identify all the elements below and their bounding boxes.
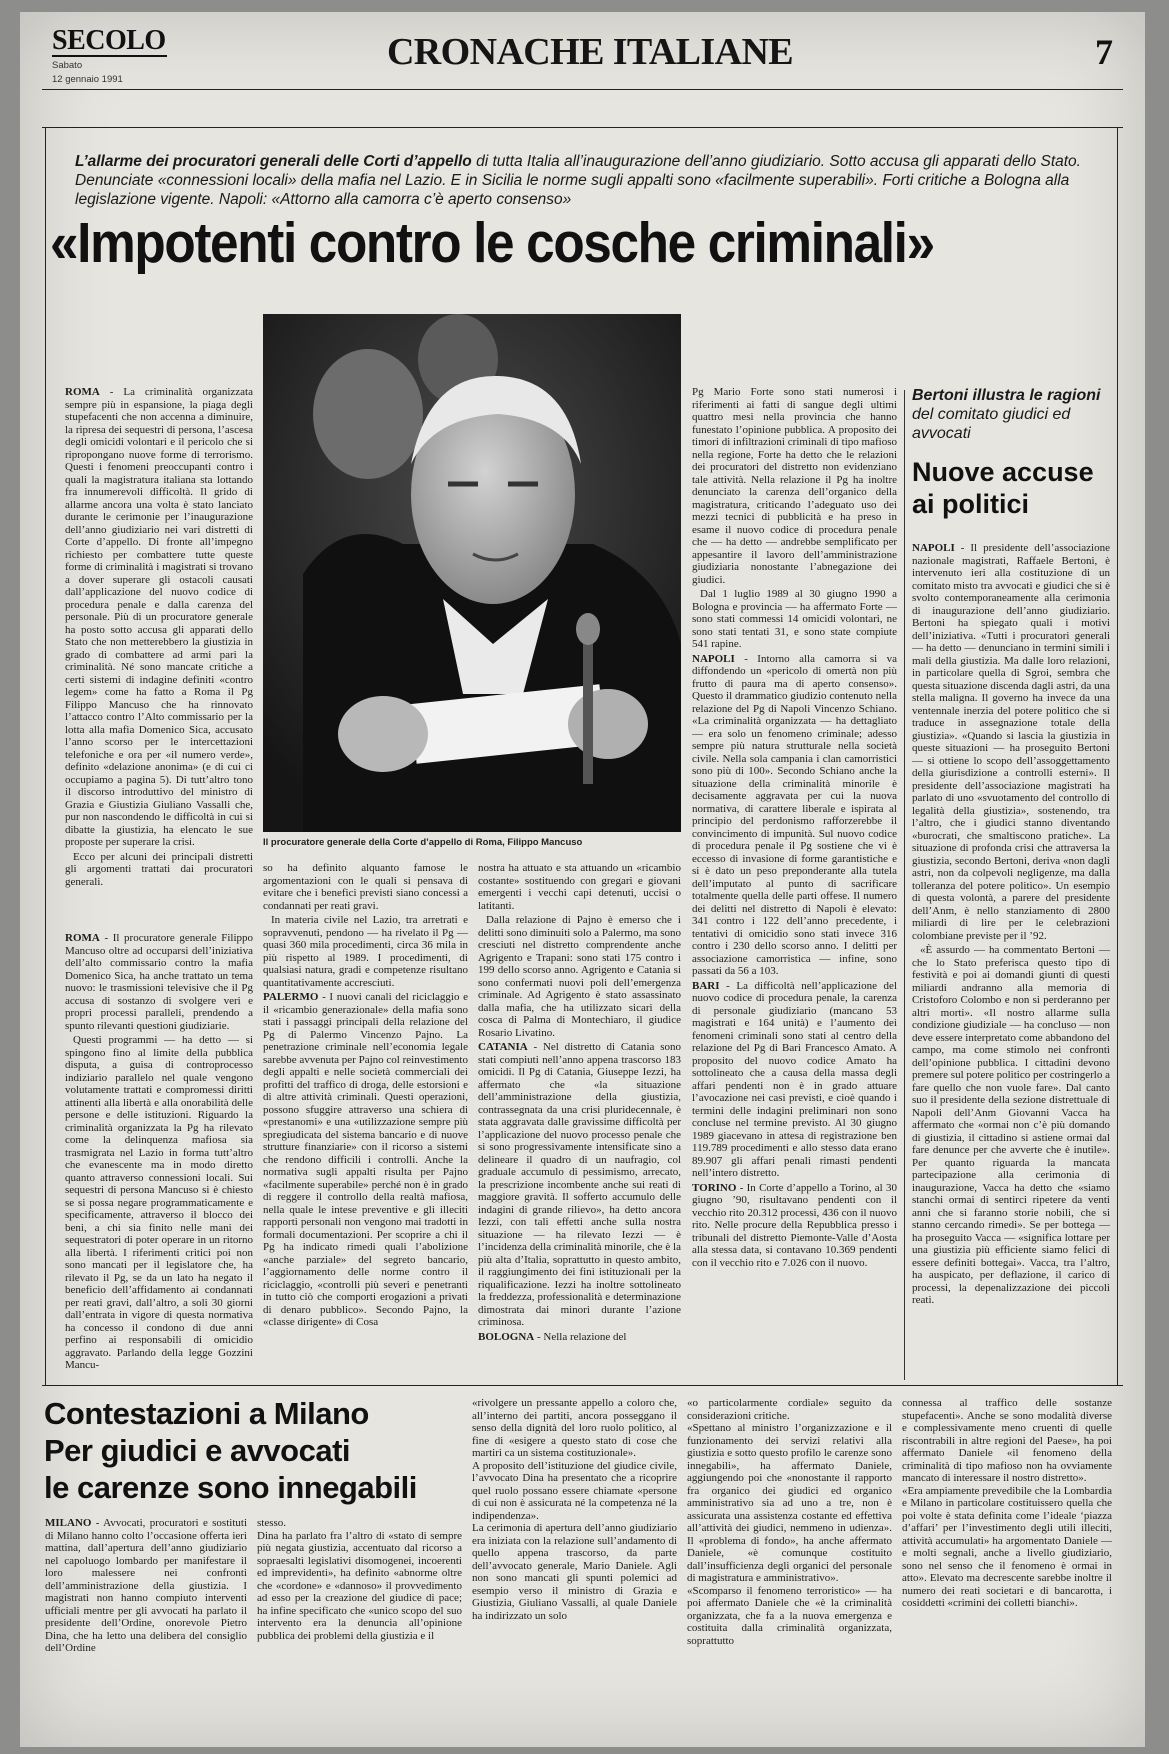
section-title: CRONACHE ITALIANE: [386, 31, 794, 73]
col3-paragraph-3: - Nel distretto di Catania sono stati compiuti nell’anno appena trascorso 183 omicidi. Il Pg di Catania, Giuseppe Iezzi, ha affermato che «la situazione dell’amministrazione della giustizia, contrassegnata da una crisi pluridecennale, è stata aggravata dalle gravissime difficoltà per l’applicazione del nuovo processo penale che si sono progressivamente intensificate sino a delineare il quadro di un naufragio, col graduale accumulo di pessimismo, arrecato, la prescrizione incombente anche sui reati di maggiore gravità. Il sofferto accumulo delle indagini di grande rilievo», ha detto ancora Iezzi, con tali effetti anche sulla nostra situazione — ha rilevato Iezzi — è l’incidenza della criminalità minorile, che è la più alta d’Italia, soprattutto in questo ambito, il raggiungimento dei fini istituzionali per la riqualificazione. Iezzi ha inoltre sottolineato la freddezza, professionalità e determinazione dimostrata dai minori durante l’azione criminosa.: [478, 1041, 681, 1328]
bottom-headline: Contestazioni a Milano Per giudici e avvocati le carenze sono innegabili: [44, 1396, 417, 1505]
bottom-col1-text: - Avvocati, procuratori e sostituti di Milano hanno colto l’occasione offerta ieri mattina, dall’apertura dell’anno giudiziario nel capoluogo lombardo per manifestare il loro malessere nei confronti dell’amministrazione della giustizia. I magistrati non hanno compiuto interventi ufficiali mentre per gli avvocati ha parlato il presidente dell’Ordine, onorevole Pietro Dina, che ha letto una delibera del consiglio dell’Ordine: [45, 1517, 247, 1654]
side-box-separator: [904, 390, 905, 1380]
dateline-roma-2: ROMA: [65, 932, 100, 944]
photo-caption: Il procuratore generale della Corte d’appello di Roma, Filippo Mancuso: [263, 837, 583, 848]
dateline-torino: TORINO: [692, 1181, 737, 1194]
dateline-napoli: NAPOLI: [692, 652, 735, 665]
newspaper-logo: SECOLO: [52, 25, 166, 56]
col3-paragraph-2: Dalla relazione di Pajno è emerso che i delitti sono diminuiti solo a Palermo, ma sono cresciuti nel distretto comprendente anche Agrigento e Trapani: sono stati 175 contro i 199 dello scorso anno. Agrigento e Catania si sono confermati nuovi poli dell’emergenza criminale. Ad Agrigento è stato assassinato dalla mafia, che ha utilizzato sicari della cosca di Palma di Montechiaro, il giudice Rosario Livatino.: [478, 914, 681, 1039]
col4-paragraph-3: - Intorno alla camorra si va diffondendo un «pericolo di omertà non più frutto di paura ma di aperto consenso». Questo il drammatico giudizio contenuto nella relazione del Pg di Napoli Vincenzo Schiano. «La criminalità organizzata — ha dettagliato — era solo un fenomeno criminale; adesso sempre più natura strutturale nella società civile. Nella sola campania i clan camorristici sono più di 100». Secondo Schiano anche la situazione della criminalità minorile è decisamente aggravata per cui la nuova normativa, di carattere liberale e ispirata al principio del perdonismo rafforzerebbe il convincimento di impunità. Sul nuovo codice di procedura penale il Pg sostiene che vi è eccesso di invasione di forme garantistiche e si è dato un peso preponderante alla tutela dell’imputato al punto di sacrificare totalmente quella delle parti offese. Il numero dei delitti nel distretto di Napoli è elevato: 341 contro i 122 dell’anno precedente, i tentativi di omicidio sono stati invece 316 contro i 230 dello scorso anno. I delitti per associazione camorristica — infine, sono passati da 56 a 103.: [692, 652, 897, 977]
article-column-3: [478, 862, 681, 1384]
bottom-column-1: [45, 1517, 247, 1745]
article-column-1: [65, 386, 253, 929]
mancuso-photo: [263, 314, 681, 832]
article-column-4: [692, 386, 897, 1384]
issue-day: Sabato: [52, 60, 83, 71]
side-paragraph-2: «È assurdo — ha commentato Bertoni — che lo Stato preferisca questo tipo di festività e poi ai domandi giunti di questi miliardi andranno alla memoria di Cristoforo Colombo e non si perderanno per altri morti». «Il nostro allarme sulla condizione giudiziale — ha concluso — non deve essere interpretato come abbandono del campo, ma come stimolo nei confronti dell’opinione pubblica. I cittadini devono premere sul potere politico per costringerlo a fare quello che non vuole fare». Dal canto suo il presidente della sezione distrettuale di Napoli dell’Anm Giovanni Vacca ha affermato che «ormai non c’è più domando di giustizia, il cittadino si astiene ormai dal fare denunce per che avverte che è inutile». Per quanto riguarda la mancata partecipazione alla cerimonia di inaugurazione, Vacca ha detto che «siamo stanchi ormai di sentirci ripetere da venti anni che si faranno storie nobili, che si stanno cercando rimedi». Se per bottega — ha proseguito Vacca — «significa lottare per una giustizia più efficiente siamo felici di essere definiti bottegai». Vacca, tra l’altro, ha auspicato, per deflazione, il carico di processi, la depenalizzazione dei piccoli reati.: [912, 944, 1110, 1306]
bottom-story-rule: [42, 1385, 1123, 1386]
col4-paragraph-1: Pg Mario Forte sono stati numerosi i riferimenti ai fatti di sangue degli ultimi quattro mesi nella provincia che hanno funestato l’opinione pubblica. A proposito dei timori di infiltrazioni criminali di tipo mafioso nella regione, Forte ha detto che le relazioni dei procuratori del distretto non evidenziano tale attività. Nella relazione il Pg ha inoltre denunciato la carenza dell’organico della magistratura, criticando l’adeguato uso dei mezzi tecnici di pubblicità e ha preso in esame il nuovo codice di procedura penale che — ha detto — andrebbe semplificato per appesantire il lavoro dell’amministrazione giudiziaria nonostante l’abnegazione dei giudici.: [692, 386, 897, 586]
col1b-paragraph-2: Questi programmi — ha detto — si spingono fino al limite della pubblica disputa, a guisa di controprocesso indiziario parallelo nel quale vengono volutamente trattati e compromessi diritti attinenti alla libertà e alla onorabilità delle persone e delle istituzioni. Riguardo la criminalità organizzata la Pg ha rilevato come la delinquenza mafiosa sia trasmigrata nel Lazio in forma tutt’altro che evanescente ma in modo diretto quanto attraverso connessioni locali. Sui sequestri di persona Mancuso si è chiesto se si possa negare programmaticamente e specificamente, attraverso il blocco dei beni, a chi sia finito nelle mani dei sequestratori di poter operare in un ritorno alla libertà. I riferimenti critici poi non sono mancati per il legislatore che, ha rilevato il Pg, se da un lato ha negato il beneficio dell’affidamento ai condannati per reati gravi, dall’altro, a soli 30 giorni dall’entrata in vigore di questa normativa ha concesso il condono di due anni perfino ai responsabili di omicidio aggravato. Parlando della legge Gozzini Mancu-: [65, 1034, 253, 1371]
side-paragraph-1: - Il presidente dell’associazione nazionale magistrati, Raffaele Bertoni, è intervenuto ieri alla costituzione di un comitato misto tra avvocati e giudici che si è svolto contemporaneamente alla cerimonia di inaugurazione dell’anno giudiziario. Bertoni ha spiegato quali i motivi dell’iniziativa. «Tutti i procuratori generali — ha detto — denunciano in termini simili i mali della giustizia. Ma dalle loro relazioni, in particolare quella di Sgroi, sembra che questa situazione discenda dagli astri, da una stella maligna. Il governo ha invece da una ventennale inerzia del potere politico che si traduce in assegnazione totale della giustizia». «Quando si lascia la giustizia in queste situazioni — ha proseguito Bertoni — si ottiene lo scopo dell’assoggettamento della giurisdizione a controlli esterni». Il presidente dell’associazione magistrati ha parlato di uno «svuotamento del controllo di legalità della giustizia», sostenendo, tra l’altro, che i giudici stanno diventando «burocrati, che smaltiscono pratiche». La situazione di profonda crisi che attraversa la giustizia, secondo Bertoni, deriva «non dagli astri, non da colpevoli negligenze, ma dalla tolleranza del potere politico». Un esempio di questa volontà, a parere del presidente dell’Anm, è nello stanziamento di 2800 miliardi di lire per le celebrazioni colombiane previste per il ’92.: [912, 542, 1110, 942]
col4-paragraph-2: Dal 1 luglio 1989 al 30 giugno 1990 a Bologna e provincia — ha affermato Forte — sono stati commessi 14 omicidi volontari, ne sono stati tentati 31, e sono state compiute 541 rapine.: [692, 588, 897, 650]
col1b-paragraph: - Il procuratore generale Filippo Mancuso oltre ad occuparsi dell’iniziativa dell’alto commissario contro la mafia Domenico Sica, ha anche trattato un tema nuovo: le trasmissioni televisive che il Pg accusa di sostanzo di svolgere veri e propri processi paralleli, prendendo a spunto rilevanti questioni giudiziarie.: [65, 932, 253, 1032]
col3-paragraph-1: nostra ha attuato e sta attuando un «ricambio costante» sostituendo con gregari e giovani emergenti i vecchi capi detenuti, uccisi o latitanti.: [478, 862, 681, 912]
side-column: [912, 542, 1110, 1382]
dateline-catania: CATANIA: [478, 1041, 528, 1053]
col2-paragraph-3: - I nuovi canali del riciclaggio e il «ricambio generazionale» della mafia sono stati i passaggi principali della relazione del Pg di Palermo Vincenzo Pajno. La penetrazione criminale nell’economia legale sarebbe avvenuta per Pajno col reinvestimento degli appalti e nelle società commerciali dei profitti del traffico di droga, delle estorsioni e di altre attività criminali. Questi operazioni, possono sfuggire attraverso una schiera di «prestanomi» e una «utilizzazione sempre più spregiudicata del sistema bancario e di nuove strutture finanziarie» con il ricorso a sistemi che rendono difficili i controlli. Anche la normativa sugli appalti risulta per Pajno «facilmente superabile» perché non è in grado di reggere il controllo della realtà mafiosa, nella quale le intese preventive e gli illeciti rapporti personali non vengono mai tradotti in formali documentazioni. Per scoprire a chi il Pg ha indicato rimedi quali l’abolizione «anche parziale» del segreto bancario, l’aggiornamento delle norme contro il riciclaggio, «controlli più severi e penetranti in tutto ciò che comporti erogazioni a privati di denaro pubblico». Secondo Pajno, la «classe dirigente» di Cosa: [263, 991, 468, 1328]
dateline-milano: MILANO: [45, 1517, 92, 1529]
dateline-bari: BARI: [692, 979, 720, 992]
story-left-border: [45, 127, 46, 1385]
col4-paragraph-5: - In Corte d’appello a Torino, al 30 giugno ’90, risultavano pendenti con il vecchio rito 20.312 processi, 436 con il nuovo rito. Nelle procure della Repubblica presso i tribunali del distretto Piemonte-Valle d’Aosta alla stessa data, si contavano 10.369 pendenti con il vecchio rito e 7.026 con il nuovo.: [692, 1181, 897, 1269]
story-top-rule: [42, 127, 1123, 128]
kicker-text: di tutta Italia all’inaugurazione dell’anno giudiziario. Sotto accusa gli apparati dello Stato. Denunciate «connessioni locali» della mafia nel Lazio. E in Sicilia le norme sugli appalti sono «facilmente superabili». Forti critiche a Bologna alla legislazione vigente. Napoli: «Attorno alla camorra c’è aperto consenso»: [75, 153, 1081, 208]
bottom-column-2: stesso. Dina ha parlato fra l’altro di «stato di sempre più negata giustizia, accentuato dal ricorso a sopraesaltì legislativi disomogenei, incoerenti ed imprevidenti», ha definito «abnorme oltre che «cordone» e «dannoso» il provvedimento ad esso per la creazione del giudice di pace; ha infine specificato che «unico scopo del suo intervento era la denuncia all’opinione pubblica dei problemi della giustizia e il: [257, 1517, 462, 1642]
side-kicker: [912, 386, 1112, 443]
side-headline: Nuove accuse ai politici: [912, 457, 1094, 519]
bottom-column-4: «o particolarmente cordiale» seguito da considerazioni critiche. «Spettano al ministro l’organizzazione e il funzionamento dei servizi relativi alla giustizia e sotto questo profilo le carenze sono innegabili», ha affermato Daniele, aggiungendo poi che «nonostante il rapporto fra organico dei giudici ed organico amministrativo sia ad uno a tre, non è assicurata una assistenza costante ed effettiva all’attività dei giudici, nemmeno in udienza». Il «problema di fondo», ha anche affermato Daniele, «è comunque costituito dall’insufficienza degli organici del personale di magistratura e amministrativo». «Scomparso il fenomeno terroristico» — ha poi affermato Daniele che «è la criminalità organizzata, che fa a la nuova emergenza e costituita dalla criminalità organizzata, soprattutto: [687, 1397, 892, 1647]
side-kicker-rest: del comitato giudici ed avvocati: [912, 406, 1071, 442]
dateline-bologna: BOLOGNA: [478, 1330, 535, 1343]
issue-date: 12 gennaio 1991: [52, 74, 123, 85]
col2-paragraph-1: so ha definito alquanto famose le argomentazioni con le quali si pensava di evitare che i benefici previsti siano concessi a condannati per reati gravi.: [263, 862, 468, 912]
newspaper-page: [20, 12, 1145, 1747]
page-number: 7: [1095, 32, 1113, 72]
kicker-bold: L’allarme dei procuratori generali delle Corti d’appello: [75, 153, 472, 170]
dateline-palermo: PALERMO: [263, 991, 319, 1003]
col1-paragraph-2: Ecco per alcuni dei principali distretti gli argomenti trattati dai procuratori generali.: [65, 850, 253, 888]
main-headline: «Impotenti contro le cosche criminali»: [50, 211, 934, 275]
side-kicker-bold: Bertoni illustra le ragioni: [912, 387, 1101, 404]
dateline-roma: ROMA: [65, 386, 100, 398]
col3-paragraph-4: - Nella relazione del: [534, 1330, 627, 1343]
bottom-column-5: connessa al traffico delle sostanze stupefacenti». Anche se sono modalità diverse e complessivamente meno cruenti di quelle riscontrabili in altre regioni del Paese», ha poi affermato Daniele «il fenomeno della criminalità di tipo mafioso non ha ovviamente mancato di interessare il nostro distretto». «Era ampiamente prevedibile che la Lombardia e Milano in particolare costituissero quella che poi volte è stata definita come l’ideale ‘piazza d’affari’ per l’investimento degli utili illeciti, attività accumulati» ha argomentato Daniele — e molti segnali, anche a livello giudiziario, sono nel senso che il fenomeno è ormai in atto». Elevato ma decrescente sarebbe inoltre il numero dei reati societari e di bancarotta, i cosiddetti «crimini dei colletti bianchi».: [902, 1397, 1112, 1609]
story-right-border: [1117, 127, 1118, 1385]
header-rule: [42, 89, 1123, 90]
dateline-napoli-side: NAPOLI: [912, 542, 955, 554]
col4-paragraph-4: - La difficoltà nell’applicazione del nuovo codice di procedura penale, la carenza di personale giudiziario (mancano 53 magistrati e 164 unità) e l’aumento dei fenomeni criminali sono stati al centro della relazione del Pg di Bari Francesco Amato. A proposito del nuovo codice Amato ha sottolineato che a causa della massa degli affari pendenti non è in grado attuare l’avocazione nei casi previsti, e cioè quando i termini delle indagini preliminari non sono concluse nel termine previsto. Al 30 giugno 1989 giacevano in attesa di registrazione ben 119.789 procedimenti e allo stesso data erano 89.907 gli affari penali rimasti pendenti nell’intero distretto.: [692, 979, 897, 1179]
bottom-column-3: «rivolgere un pressante appello a coloro che, all’interno dei partiti, ancora posseggano il senso della dignità del loro ruolo politico, al fine di «esigere a questo stato di cose che martiri ca un sistema costituzionale». A proposito dell’istituzione del giudice civile, l’avvocato Dina ha presentato che a ricoprire quel ruolo possano essere chiamate «persone di cui non è assicurata né la competenza né la indipendenza». La cerimonia di apertura dell’anno giudiziario era iniziata con la relazione sull’andamento di quello appena trascorso, da parte dell’avvocato generale, Mario Daniele. Agli non sono mancati gli spunti polemici ad esempio verso il ministro di Grazia e Giustizia, Giuliano Vassalli, al quale Daniele ha indirizzato un solo: [472, 1397, 677, 1622]
photo-illustration: [263, 314, 681, 832]
col2-paragraph-2: In materia civile nel Lazio, tra arretrati e sopravvenuti, pendono — ha rivelato il Pg — quasi 360 mila procedimenti, circa 36 mila in più rispetto al 1989. I procedimenti, di qualsiasi natura, gradi e competenze risultano quantitativamente accresciuti.: [263, 914, 468, 989]
col1-paragraph: - La criminalità organizzata sempre più in espansione, la piaga degli stupefacenti che non accenna a diminuire, la ripresa dei sequestri di persona, l’ascesa degli omicidi volontari e il pericolo che si ripropongano nuove forme di terrorismo. Questi i fenomeni preoccupanti contro i quali la magistratura italiana sta lottando fra innumerevoli difficoltà. Il grido di allarme ancora una volta è stato lanciato durante le cerimonie per l’inaugurazione dell’anno giudiziario nei vari distretti di Corte d’appello. Di fronte all’impegno richiesto per combattere tutte queste forme di criminalità i magistrati si trovano a dover superare gli ostacoli causati dall’applicazione del nuovo codice di procedura penale e dalla carenza del personale. Più di un procuratore generale ha posto sotto accusa gli apparati dello Stato che non metterebbero la giustizia in grado di combattere ad armi pari la criminalità. Né sono mancate critiche a certi sistemi di indagine definiti «contro legem» come ha fatto a Roma il Pg Filippo Mancuso che ha rinnovato l’attacco contro l’Alto commissario per la lotta alla mafia Domenico Sica, accusato l’anno scorso per le intercettazioni telefoniche e ora per «il numero verde», definito «delazione anonima» (e di cui ci occupiamo a pagina 5). Di tutt’altro tono il discorso introduttivo del ministro di Grazia e Giustizia Giuliano Vassalli che, pur non nascondendo le difficoltà in cui si dibatte la giustizia, ha elencato le sue proposte per superare la crisi.: [65, 386, 253, 848]
article-column-2: [263, 862, 468, 1384]
article-column-1b: [65, 932, 253, 1384]
headline-kicker: [75, 152, 1085, 209]
masthead: [52, 27, 167, 85]
